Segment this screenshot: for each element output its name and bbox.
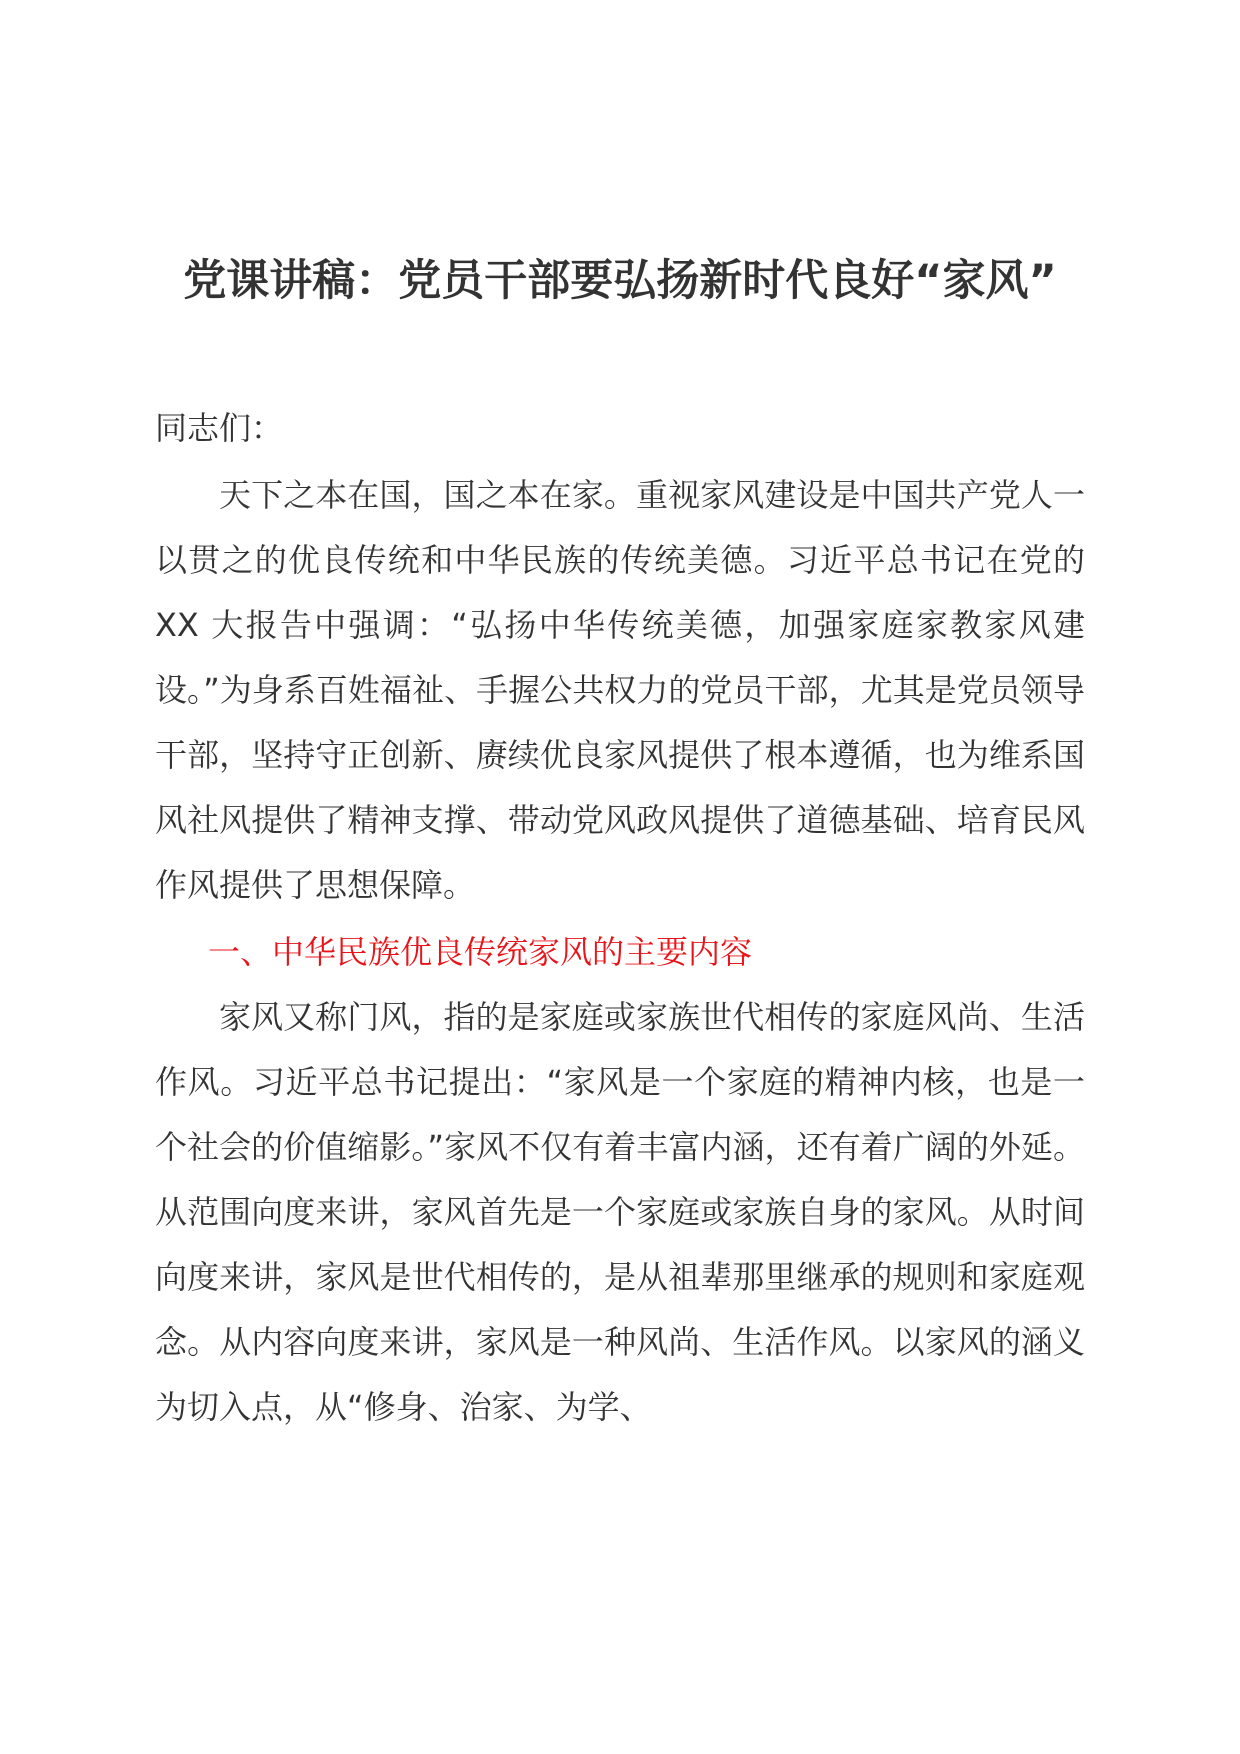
paragraph-1: 天下之本在国，国之本在家。重视家风建设是中国共产党人一以贯之的优良传统和中华民族的传统美德。习近平总书记在党的 XX 大报告中强调：“弘扬中华传统美德，加强家庭家教家风建设。”为身系百姓福祉、手握公共权力的党员干部，尤其是党员领导干部，坚持守正创新、赓续优良家风提供了根本遵循，也为维系国风社风提供了精神支撑、带动党风政风提供了道德基础、培育民风作风提供了思想保障。 <box>155 476 1085 904</box>
section-heading-1: 一、中华民族优良传统家风的主要内容 <box>208 933 753 971</box>
document-title: 党课讲稿：党员干部要弘扬新时代良好“家风” <box>183 256 1057 306</box>
paragraph-2: 家风又称门风，指的是家庭或家族世代相传的家庭风尚、生活作风。习近平总书记提出：“家风是一个家庭的精神内核，也是一个社会的价值缩影。”家风不仅有着丰富内涵，还有着广阔的外延。从范围向度来讲，家风首先是一个家庭或家族自身的家风。从时间向度来讲，家风是世代相传的，是从祖辈那里继承的规则和家庭观念。从内容向度来讲，家风是一种风尚、生活作风。以家风的涵义为切入点，从“修身、治家、为学、 <box>155 998 1085 1426</box>
salutation: 同志们： <box>155 409 284 447</box>
